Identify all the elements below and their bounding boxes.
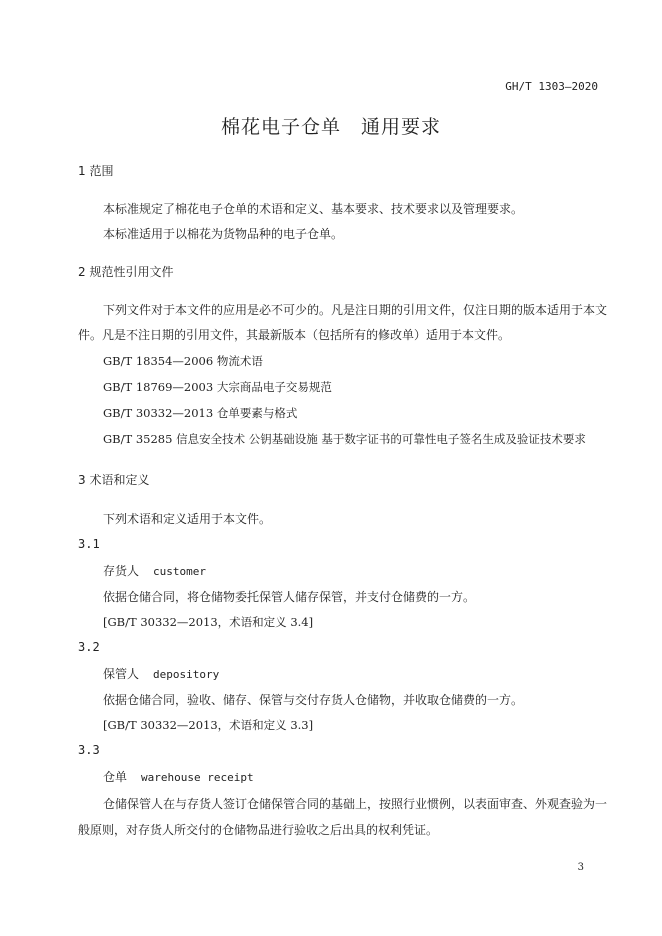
reference-item: GB/T 30332—2013 仓单要素与格式 [103,406,298,420]
term-definition: 依据仓储合同，将仓储物委托保管人储存保管，并支付仓储费的一方。 [103,590,476,604]
term-definition: 依据仓储合同，验收、储存、保管与交付存货人仓储物，并收取仓储费的一方。 [103,693,524,707]
document-title: 棉花电子仓单 通用要求 [220,116,441,138]
paragraph: 下列术语和定义适用于本文件。 [103,512,272,526]
term-entry [103,665,219,682]
paragraph: 本标准适用于以棉花为货物品种的电子仓单。 [103,227,344,241]
term-definition: 仓储保管人在与存货人签订仓储保管合同的基础上，按照行业惯例，以表面审查、外观查验为一 [103,797,608,811]
term-en: customer [153,565,206,578]
term-number: 3.2 [78,640,100,654]
reference-item: GB/T 18769—2003 大宗商品电子交易规范 [103,380,332,394]
term-en: depository [153,668,220,681]
term-zh: 保管人 [103,667,140,681]
section-heading-scope: 1 范围 [78,164,114,178]
reference-item: GB/T 18354—2006 物流术语 [103,354,263,368]
paragraph: 件。凡是不注日期的引用文件，其最新版本（包括所有的修改单）适用于本文件。 [78,328,511,342]
section-heading-normative: 2 规范性引用文件 [78,265,174,279]
standard-number: GH/T 1303—2020 [505,80,598,93]
term-en: warehouse receipt [141,771,254,784]
page-number: 3 [577,862,584,873]
term-entry [103,768,254,785]
term-source: [GB/T 30332—2013，术语和定义 3.4] [103,615,314,629]
term-number: 3.1 [78,537,100,551]
term-entry [103,562,206,579]
paragraph: 下列文件对于本文件的应用是必不可少的。凡是注日期的引用文件，仅注日期的版本适用于本文 [103,303,608,317]
term-zh: 存货人 [103,564,140,578]
term-definition: 般原则，对存货人所交付的仓储物品进行验收之后出具的权利凭证。 [78,823,439,837]
reference-item: GB/T 35285 信息安全技术 公钥基础设施 基于数字证书的可靠性电子签名生成及验证技术要求 [103,432,586,446]
term-number: 3.3 [78,743,100,757]
paragraph: 本标准规定了棉花电子仓单的术语和定义、基本要求、技术要求以及管理要求。 [103,202,524,216]
term-source: [GB/T 30332—2013，术语和定义 3.3] [103,718,314,732]
term-zh: 仓单 [103,770,128,784]
section-heading-terms: 3 术语和定义 [78,473,150,487]
